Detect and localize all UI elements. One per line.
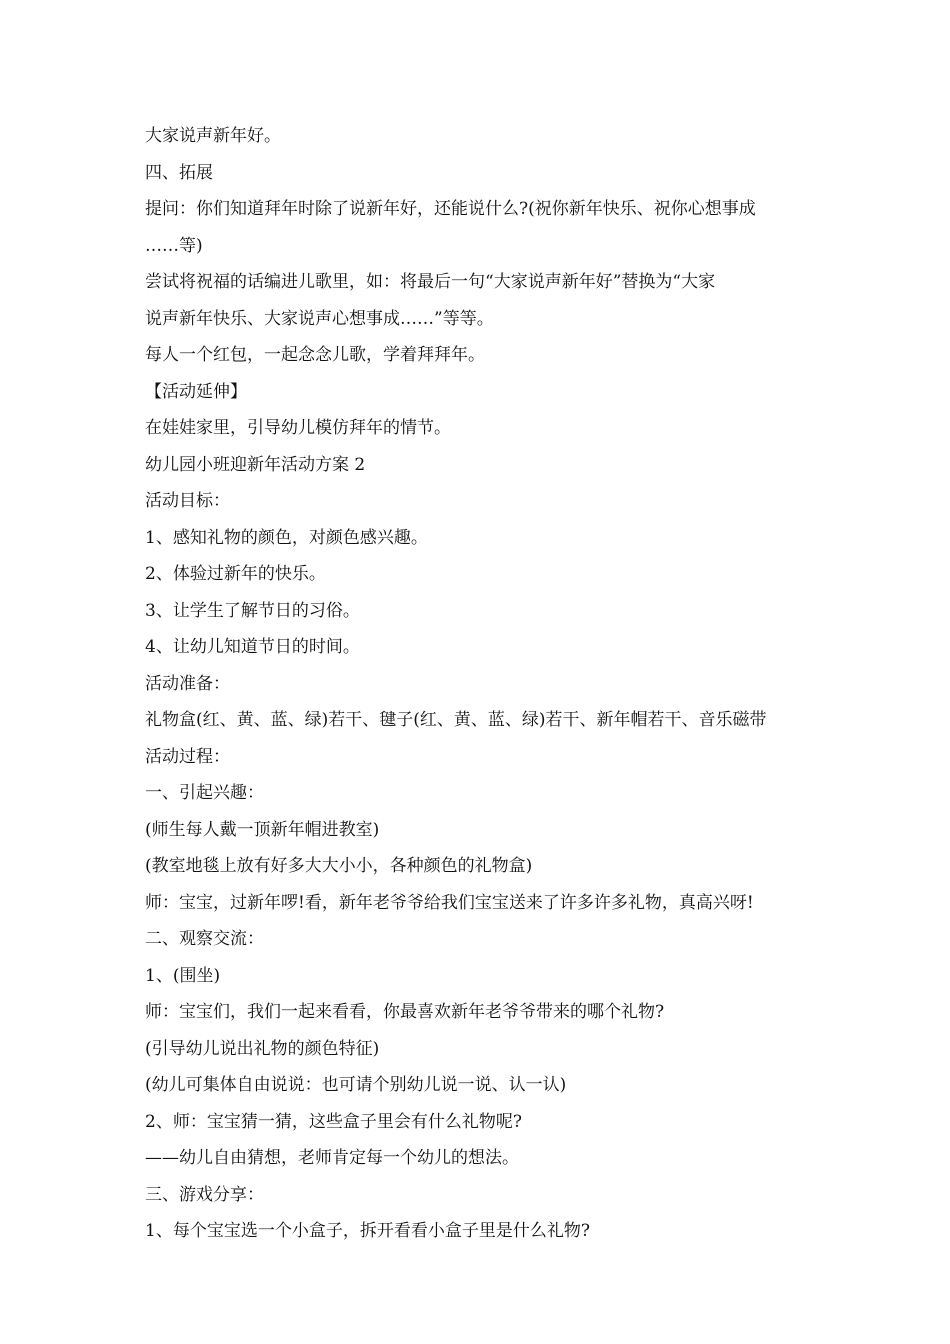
text-line: 2、师：宝宝猜一猜，这些盒子里会有什么礼物呢? — [145, 1111, 522, 1132]
text-line: 礼物盒(红、黄、蓝、绿)若干、毽子(红、黄、蓝、绿)若干、新年帽若干、音乐磁带 — [145, 710, 767, 730]
section-heading: 活动过程： — [145, 746, 230, 767]
section-heading: 二、观察交流： — [145, 929, 264, 949]
section-heading: 活动目标： — [145, 491, 230, 511]
section-heading: 【活动延伸】 — [145, 381, 247, 402]
text-line: 每人一个红包，一起念念儿歌，学着拜拜年。 — [145, 345, 485, 365]
text-line: (教室地毯上放有好多大大小小，各种颜色的礼物盒) — [145, 856, 533, 876]
text-line: 在娃娃家里，引导幼儿模仿拜年的情节。 — [145, 418, 451, 438]
text-line: (引导幼儿说出礼物的颜色特征) — [145, 1038, 380, 1059]
section-heading: 三、游戏分享： — [145, 1184, 264, 1205]
text-line: 师：宝宝们，我们一起来看看，你最喜欢新年老爷爷带来的哪个礼物? — [145, 1002, 665, 1022]
section-heading: 四、拓展 — [145, 162, 213, 183]
text-line: 1、每个宝宝选一个小盒子，拆开看看小盒子里是什么礼物? — [145, 1221, 590, 1241]
text-line: 提问：你们知道拜年时除了说新年好，还能说什么?(祝你新年快乐、祝你心想事成 — [145, 199, 756, 219]
text-line: ……等) — [145, 235, 203, 256]
list-item: 1、感知礼物的颜色，对颜色感兴趣。 — [145, 527, 428, 548]
plan-title: 幼儿园小班迎新年活动方案 2 — [145, 454, 366, 475]
list-item: 4、让幼儿知道节日的时间。 — [145, 637, 360, 657]
text-line: 说声新年快乐、大家说声心想事成……”等等。 — [145, 308, 494, 329]
section-heading: 活动准备： — [145, 673, 230, 694]
text-line: ——幼儿自由猜想，老师肯定每一个幼儿的想法。 — [145, 1148, 519, 1168]
text-line: (师生每人戴一顶新年帽进教室) — [145, 819, 380, 840]
text-line: 尝试将祝福的话编进儿歌里，如：将最后一句“大家说声新年好”替换为“大家 — [145, 272, 716, 292]
list-item: 2、体验过新年的快乐。 — [145, 564, 326, 584]
list-item: 3、让学生了解节日的习俗。 — [145, 600, 360, 621]
text-line: (幼儿可集体自由说说：也可请个别幼儿说一说、认一认) — [145, 1075, 567, 1095]
section-heading: 一、引起兴趣： — [145, 783, 264, 803]
text-line: 大家说声新年好。 — [145, 126, 281, 146]
text-line: 1、(围坐) — [145, 965, 221, 986]
document-body — [145, 118, 810, 1250]
text-line: 师：宝宝，过新年啰!看，新年老爷爷给我们宝宝送来了许多许多礼物，真高兴呀! — [145, 892, 754, 913]
